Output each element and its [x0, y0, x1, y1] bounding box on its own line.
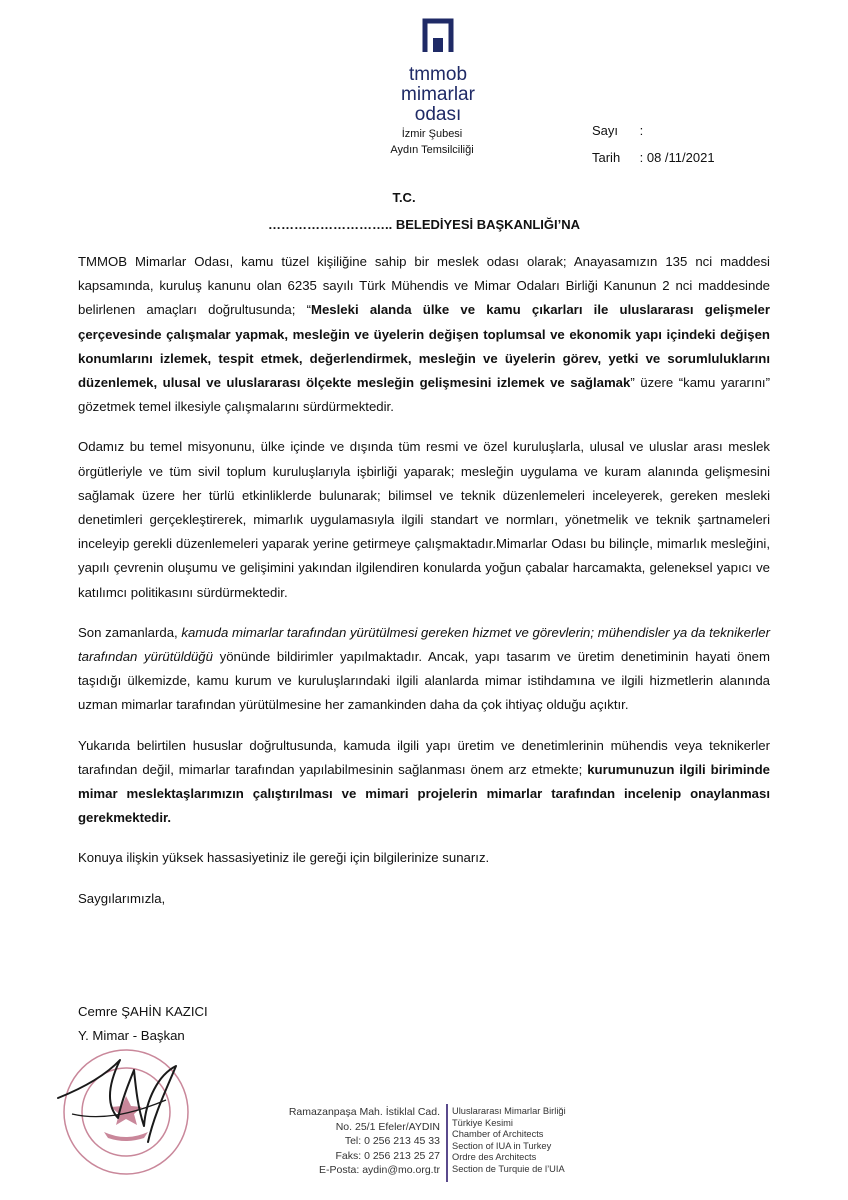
logo-text-tmmob: tmmob [408, 64, 468, 85]
sayi-value: : [639, 123, 644, 138]
addressee-tc: T.C. [392, 190, 416, 205]
office-name [372, 126, 492, 158]
letter-body [78, 250, 770, 927]
signatory-title: Y. Mimar - Başkan [78, 1028, 185, 1043]
footer-uia-line: Section of IUA in Turkey [452, 1140, 552, 1151]
logo-text-odasi: odası [414, 104, 462, 125]
closing-greeting: Saygılarımızla, [78, 890, 166, 906]
stamp-and-signature [48, 1030, 198, 1190]
sayi-label: Sayı [592, 123, 619, 138]
handwritten-signature [58, 1060, 176, 1142]
paragraph-3-end: yönünde bildirimler yapılmaktadır. Ancak, yapı tasarım ve üretim denetiminin hayati önem taşıdığı ülkemizde, kamu kurum ve kuruluşlarındaki ilgili alanlarda mimar istihdamına ve ilgili hizmetlerin alanında uzman mimarlar tarafından yürütülmesine her zamankinden daha da çok ihtiyaç olduğu açıktır. [78, 649, 770, 713]
logo-text-mimarlar: mimarlar [401, 84, 475, 105]
addressee-municipality: ……………………….. BELEDİYESİ BAŞKANLIĞI’NA [267, 217, 581, 232]
paragraph-5: Konuya ilişkin yüksek hassasiyetiniz ile gereği için bilgilerinize sunarız. [78, 850, 490, 866]
paragraph-4-intro: Yukarıda belirtilen hususlar doğrultusunda, kamuda ilgili yapı üretim ve denetimlerinin mühendis veya teknikerler tarafından değil, mimarlar tarafından yapılabilmesinin sağlanması önem arz etmekte; [78, 737, 770, 777]
paragraph-1-intro: TMMOB Mimarlar Odası, kamu tüzel kişiliğine sahip bir meslek odası olarak; Anayasamızın 135 nci maddesi kapsamında, kuruluş kanunu olan 6235 sayılı Türk Mühendis ve Mimar Odaları Birliği Kanunun 2 nci maddesinde belirlenen amaçları doğrultusunda; “ [78, 254, 770, 318]
footer-uia-line: Türkiye Kesimi [452, 1117, 513, 1128]
sayi-row [592, 117, 715, 144]
footer-uia [452, 1106, 622, 1175]
paragraph-2: Odamız bu temel misyonunu, ülke içinde ve dışında tüm resmi ve özel kuruluşlarla, ulusal ve uluslar arası meslek örgütleriyle ve tüm sivil toplum kuruluşlarıyla işbirliği yaparak; mesleğin uygulama ve kuram alanında gelişmesini sağlamak üzere her türlü etkinliklerde bulunarak; bilimsel ve teknik düzenlemeleri inceleyerek, gereken mesleki denetimleri gerçekleştirerek, mimarlık uygulamasıyla ilgili standart ve normları, yönetmelik ve teknik şartnameleri inceleyip gerekli düzenlemeleri yaparak yerine getirmeye çalışmaktadır.Mimarlar Odası bu bilinçle, mimarlık mesleğini, yapılı çevrenin oluşumu ve gelişimini yakından ilgilendiren konularda yoğun çabalar harcamakta, geleneksel yapıcı ve katılımcı politikasını sürdürmektedir. [78, 439, 770, 600]
paragraph-4 [78, 734, 770, 831]
footer-address [250, 1105, 440, 1178]
footer-fax: Faks: 0 256 213 25 27 [335, 1149, 440, 1162]
paragraph-1-end: ” üzere “kamu yararını” gözetmek temel ilkesiyle çalışmalarını sürdürmektedir. [78, 375, 770, 415]
tarih-label: Tarih [592, 150, 621, 165]
footer-phone: Tel: 0 256 213 45 33 [344, 1135, 440, 1147]
paragraph-1-bold-quote: Mesleki alanda ülke ve kamu çıkarları ile uluslararası gelişmeler çerçevesinde çalışmalar yapmak, mesleğin ve üyelerin değişen toplumsal ve ekonomik yapı içindeki değişen konumlarını izlemek, tespit etmek, değerlendirmek, mesleğin ve üyelerin görev, yetki ve sorumluluklarını düzenlemek, ulusal ve uluslararası ölçekte mesleğin gelişmesini izlemek ve sağlamak [78, 302, 771, 391]
paragraph-3 [78, 621, 770, 718]
footer-uia-line: Section de Turquie de l’UIA [452, 1163, 565, 1174]
tmmob-logo [368, 18, 508, 125]
paragraph-1 [78, 250, 770, 419]
footer-number: No. 25/1 Efeler/AYDIN [335, 1120, 440, 1133]
footer-uia-line: Ordre des Architects [452, 1152, 537, 1162]
tmmob-logo-icon [422, 18, 454, 54]
office-representation: Aydın Temsilciliği [390, 144, 474, 156]
signatory-name: Cemre ŞAHİN KAZICI [78, 1004, 208, 1019]
footer-street: Ramazanpaşa Mah. İstiklal Cad. [288, 1106, 440, 1118]
document-meta [592, 117, 715, 171]
paragraph-3-italic: kamuda mimarlar tarafından yürütülmesi gereken hizmet ve görevlerin; mühendisler ya da teknikerler tarafından yürütüldüğü [78, 624, 770, 665]
footer-uia-line: Chamber of Architects [452, 1129, 544, 1139]
footer-uia-line: Uluslararası Mimarlar Birliği [452, 1106, 566, 1116]
paragraph-3-intro: Son zamanlarda, [78, 624, 182, 640]
footer-divider [446, 1104, 448, 1182]
tarih-row [592, 144, 715, 171]
paragraph-4-bold: kurumunuzun ilgili biriminde mimar meslektaşlarımızın çalıştırılması ve mimari projelerin mimarlar tarafından incelenip onaylanması gerekmektedir. [78, 761, 770, 826]
footer-email: E-Posta: aydin@mo.org.tr [319, 1164, 440, 1176]
office-branch: İzmir Şubesi [401, 128, 463, 140]
tarih-value: : 08 /11/2021 [639, 150, 715, 165]
